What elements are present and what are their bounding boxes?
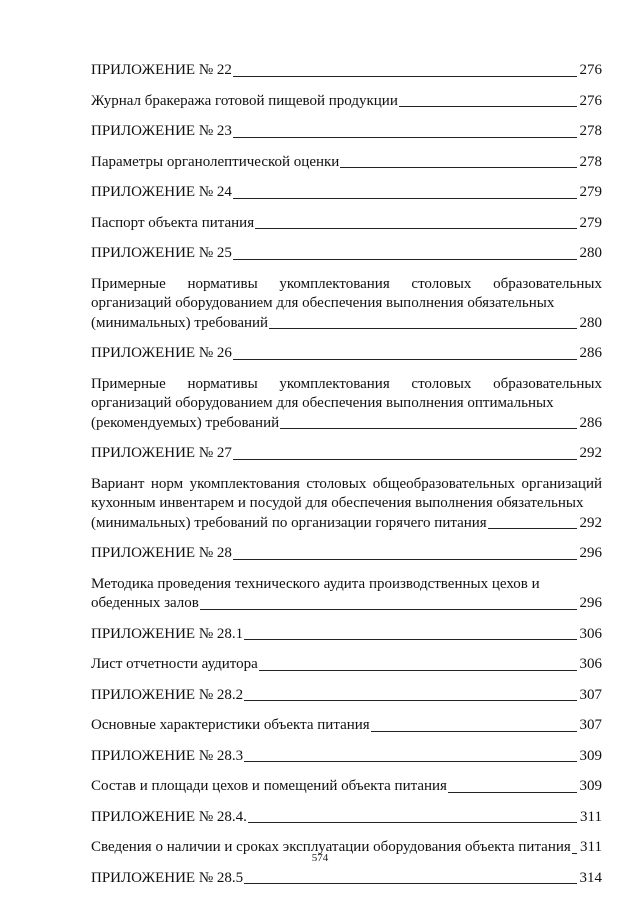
dot-leader — [371, 731, 577, 732]
toc-entry-page: 296 — [579, 545, 602, 561]
toc-entry[interactable] — [91, 275, 602, 334]
dot-leader — [280, 428, 576, 429]
toc-entry[interactable] — [91, 61, 602, 81]
toc-entry-page: 280 — [579, 245, 602, 261]
dot-leader — [233, 259, 577, 260]
toc-entry-page: 309 — [579, 778, 602, 794]
toc-entry-title: ПРИЛОЖЕНИЕ № 28.1 — [91, 625, 244, 642]
toc-entry-page: 306 — [579, 625, 602, 642]
toc-entry[interactable] — [91, 375, 602, 434]
toc-entry-title: ПРИЛОЖЕНИЕ № 28.5 — [91, 869, 244, 886]
dot-leader — [269, 328, 576, 329]
toc-entry[interactable] — [91, 808, 602, 828]
toc-entry-page: 307 — [579, 717, 602, 733]
toc-entry-title: ПРИЛОЖЕНИЕ № 28.4. — [91, 808, 247, 825]
toc-entry[interactable] — [91, 244, 602, 264]
toc-entry-title: Сведения о наличии и сроках эксплуатации оборудования объекта питания — [91, 839, 571, 855]
toc-entry-title: Журнал бракеража готовой пищевой продукции — [91, 92, 398, 109]
toc-entry[interactable] — [91, 183, 602, 203]
toc-entry-page: 311 — [580, 839, 602, 855]
dot-leader — [233, 76, 577, 77]
dot-leader — [200, 609, 577, 610]
toc-entry-page: 278 — [579, 123, 602, 139]
dot-leader — [488, 528, 577, 529]
toc-entry-title: ПРИЛОЖЕНИЕ № 25 — [91, 245, 232, 261]
toc-entry-title-end: (минимальных) требований по организации горячего питания — [91, 514, 487, 531]
toc-entry-page: 286 — [579, 414, 602, 431]
dot-leader — [259, 670, 577, 671]
toc-entry-title: Примерные нормативы укомплектования столовых образовательных организаций оборудованием для обеспечения выполнения оптимальных — [91, 375, 602, 411]
toc-entry-title-end: (рекомендуемых) требований — [91, 414, 280, 431]
toc-entry-title: ПРИЛОЖЕНИЕ № 26 — [91, 345, 232, 361]
toc-entry[interactable] — [91, 869, 602, 889]
toc-entry-page: 292 — [579, 514, 602, 531]
dot-leader — [244, 883, 576, 884]
page-number: 574 — [311, 852, 329, 864]
dot-leader — [244, 700, 576, 701]
toc-entry[interactable] — [91, 777, 602, 797]
toc-entry-title: ПРИЛОЖЕНИЕ № 28 — [91, 545, 232, 561]
toc-entry-page: 280 — [579, 314, 602, 331]
dot-leader — [233, 137, 577, 138]
toc-entry-page: 314 — [579, 869, 602, 886]
toc-entry[interactable] — [91, 153, 602, 173]
dot-leader — [248, 822, 577, 823]
dot-leader — [244, 761, 576, 762]
toc-entry[interactable] — [91, 92, 602, 112]
toc-entry[interactable] — [91, 625, 602, 645]
toc-entry[interactable] — [91, 655, 602, 675]
toc-entry-title: Состав и площади цехов и помещений объекта питания — [91, 778, 447, 794]
toc-entry[interactable] — [91, 444, 602, 464]
toc-entry-page: 279 — [579, 214, 602, 231]
toc-entry-page: 279 — [579, 184, 602, 200]
toc-entry-title: ПРИЛОЖЕНИЕ № 22 — [91, 62, 232, 78]
dot-leader — [399, 106, 577, 107]
toc-entry-page: 278 — [579, 153, 602, 170]
toc-entry-title: Основные характеристики объекта питания — [91, 717, 370, 733]
toc-entry-title: ПРИЛОЖЕНИЕ № 28.3 — [91, 747, 244, 764]
toc-entry[interactable] — [91, 122, 602, 142]
toc-entry-title: Параметры органолептической оценки — [91, 153, 340, 170]
toc-entry[interactable] — [91, 716, 602, 736]
toc-entry-title: Примерные нормативы укомплектования столовых образовательных организаций оборудованием для обеспечения выполнения обязательных — [91, 275, 602, 311]
toc-entry[interactable] — [91, 575, 602, 614]
toc-entry-page: 286 — [579, 345, 602, 361]
toc-entry-title: ПРИЛОЖЕНИЕ № 27 — [91, 445, 232, 461]
dot-leader — [255, 228, 576, 229]
table-of-contents — [91, 61, 602, 899]
toc-entry-title: ПРИЛОЖЕНИЕ № 23 — [91, 123, 232, 139]
toc-entry[interactable] — [91, 344, 602, 364]
dot-leader — [233, 359, 577, 360]
toc-entry-title: Вариант норм укомплектования столовых общеобразовательных организаций кухонным инвентарем и посудой для обеспечения выполнения обязательных — [91, 475, 602, 511]
toc-entry[interactable] — [91, 214, 602, 234]
dot-leader — [340, 167, 576, 168]
toc-entry[interactable] — [91, 475, 602, 534]
toc-entry-page: 296 — [579, 595, 602, 611]
toc-entry-title: Методика проведения технического аудита производственных цехов и — [91, 575, 540, 592]
toc-entry-title: ПРИЛОЖЕНИЕ № 28.2 — [91, 686, 244, 703]
dot-leader — [233, 459, 577, 460]
toc-entry-page: 276 — [579, 92, 602, 109]
toc-entry-title-end: обеденных залов — [91, 595, 199, 611]
toc-entry[interactable] — [91, 747, 602, 767]
toc-entry-page: 292 — [579, 445, 602, 461]
toc-entry-title: Лист отчетности аудитора — [91, 656, 258, 672]
toc-entry[interactable] — [91, 686, 602, 706]
dot-leader — [244, 639, 576, 640]
dot-leader — [233, 559, 577, 560]
toc-entry-page: 311 — [580, 808, 602, 825]
dot-leader — [448, 792, 577, 793]
toc-entry[interactable] — [91, 544, 602, 564]
toc-entry-title-end: (минимальных) требований — [91, 314, 269, 331]
dot-leader — [233, 198, 577, 199]
toc-entry-page: 307 — [579, 686, 602, 703]
toc-entry-page: 306 — [579, 656, 602, 672]
toc-entry-title: Паспорт объекта питания — [91, 214, 255, 231]
toc-entry-page: 309 — [579, 747, 602, 764]
toc-entry-title: ПРИЛОЖЕНИЕ № 24 — [91, 184, 232, 200]
toc-entry-page: 276 — [579, 62, 602, 78]
